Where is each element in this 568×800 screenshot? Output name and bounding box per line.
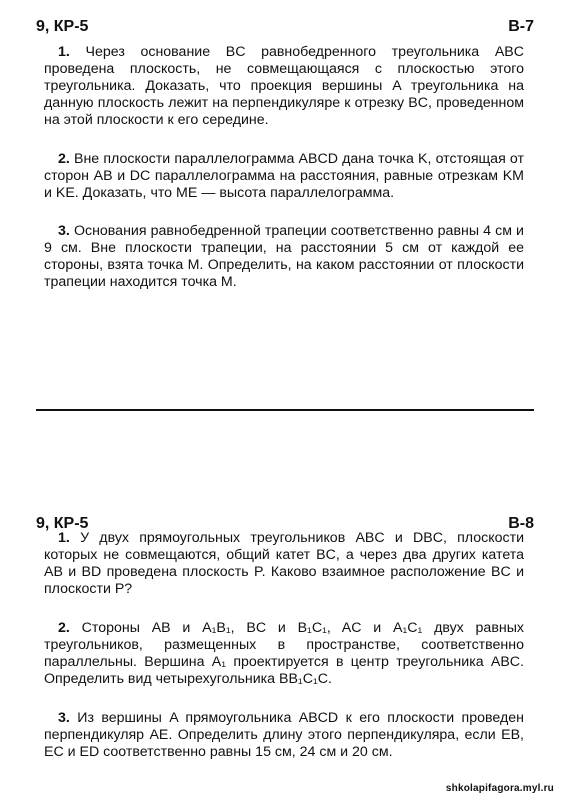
task-text: Через основание BC равнобедренного треугольника ABC проведена плоскость, не совмещающаяся с плоскостью этого треугольника. Доказать, что проекция вершины A треугольника на данную плоскость лежит на перпендикуляре к отрезку BC, проведенном на этой плоскости к его середине. — [44, 44, 524, 129]
task-number: 1. — [58, 530, 70, 547]
variant-8-task-3 — [44, 710, 524, 761]
task-number: 3. — [58, 223, 70, 240]
task-number: 2. — [58, 151, 70, 168]
task-text: У двух прямоугольных треугольников ABC и DBC, плоскости которых не совмещаются, общий катет BC, а через два других катета AB и BD проведена плоскость P. Каково взаимное расположение BC и плоскости P? — [44, 530, 524, 598]
cut-line-divider — [36, 409, 534, 411]
variant-7-task-2 — [44, 151, 524, 202]
task-text: Вне плоскости параллелограмма ABCD дана точка K, отстоящая от сторон AB и DC параллелограмма на расстояния, равные отрезкам KM и KE. Доказать, что ME — высота параллелограмма. — [44, 151, 524, 202]
variant-8-task-2 — [44, 620, 524, 688]
variant-7-task-3 — [44, 223, 524, 291]
variant-8-task-1 — [44, 530, 524, 598]
variant-label: В-8 — [508, 515, 534, 532]
site-watermark: shkolapifagora.myl.ru — [445, 783, 554, 794]
task-text: Стороны AB и A₁B₁, BC и B₁C₁, AC и A₁C₁ двух равных треугольников, размещенных в пространстве, соответственно параллельны. Вершина A₁ проектируется в центр треугольника ABC. Определить вид четырехугольника BB₁C₁C. — [44, 620, 524, 688]
task-number: 2. — [58, 620, 70, 637]
task-text: Из вершины A прямоугольника ABCD к его плоскости проведен перпендикуляр AE. Определить длину этого перпендикуляра, если EB, EC и ED соответственно равны 15 см, 24 см и 20 см. — [44, 710, 524, 761]
task-text: Основания равнобедренной трапеции соответственно равны 4 см и 9 см. Вне плоскости трапеции, на расстоянии 5 см от каждой ее стороны, взята точка M. Определить, на каком расстоянии от плоскости трапеции находится точка M. — [44, 223, 524, 291]
variant-label: В-7 — [508, 18, 534, 35]
task-number: 1. — [58, 44, 70, 61]
class-test-label: 9, КР-5 — [36, 18, 89, 35]
variant-7-task-1 — [44, 44, 524, 129]
class-test-label: 9, КР-5 — [36, 515, 89, 532]
task-number: 3. — [58, 710, 70, 727]
